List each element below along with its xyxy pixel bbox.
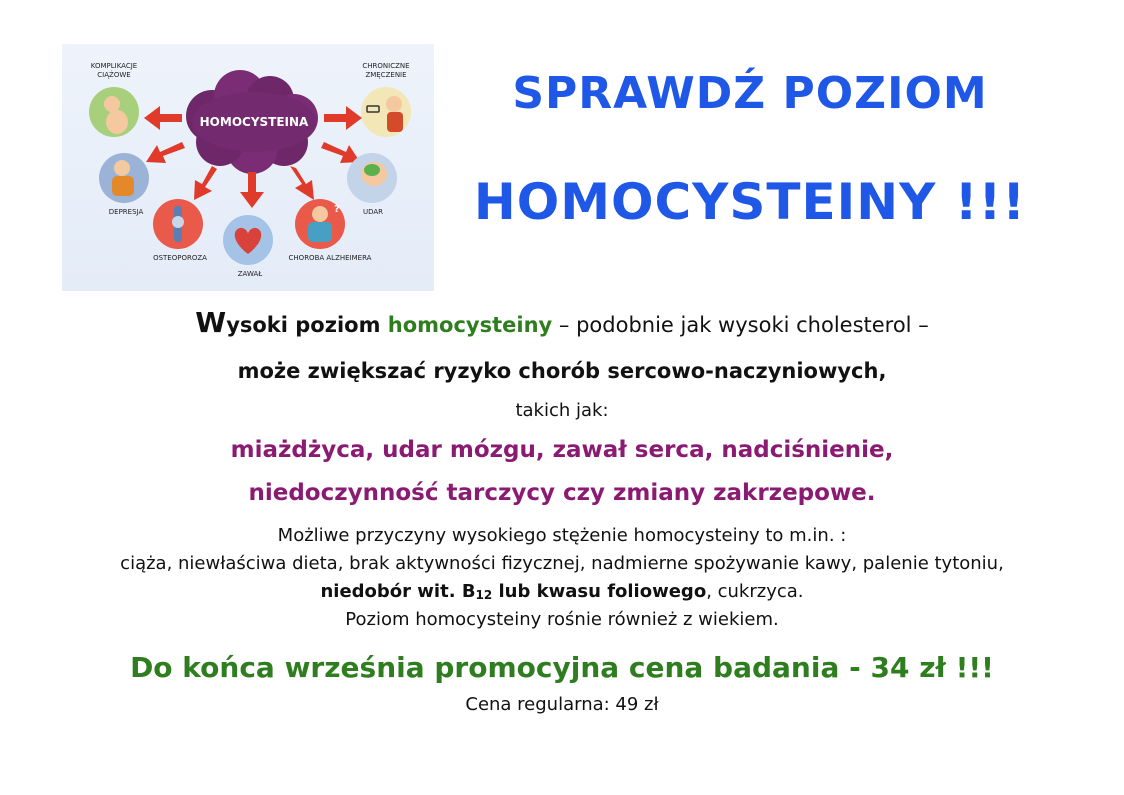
causes-line-4: Poziom homocysteiny rośnie również z wiekiem. xyxy=(345,609,779,630)
label-alzheimer: CHOROBA ALZHEIMERA xyxy=(288,254,372,262)
cloud-label: HOMOCYSTEINA xyxy=(199,115,309,129)
depression-icon xyxy=(99,153,149,203)
label-depresja: DEPRESJA xyxy=(108,208,144,216)
svg-text:?: ? xyxy=(334,204,340,215)
label-udar: UDAR xyxy=(362,208,384,216)
causes-line-2: ciąża, niewłaściwa dieta, brak aktywności fizycznej, nadmierne spożywanie kawy, palenie tytoniu, xyxy=(120,553,1004,574)
intro-line-2: może zwiększać ryzyko chorób sercowo-naczyniowych, xyxy=(237,359,887,383)
causes-line-1: Możliwe przyczyny wysokiego stężenie homocysteiny to m.in. : xyxy=(277,525,847,546)
label-zmeczenie-1: CHRONICZNE xyxy=(362,62,410,70)
arrow-right-icon xyxy=(324,106,362,130)
fatigue-icon xyxy=(361,87,411,137)
osteoporosis-icon xyxy=(153,199,203,249)
intro-initial: W xyxy=(195,306,227,339)
arrow-down-right-icon xyxy=(321,142,360,163)
alzheimer-icon xyxy=(295,199,345,249)
causes-rest: , cukrzyca. xyxy=(706,581,804,602)
arrow-down-icon xyxy=(240,172,264,208)
arrow-down-right2-icon xyxy=(290,166,314,200)
homocysteine-cloud xyxy=(186,70,318,174)
title-line-1: SPRAWDŹ POZIOM xyxy=(512,68,988,119)
label-zmeczenie-2: ZMĘCZENIE xyxy=(365,71,407,79)
arrow-down-left2-icon xyxy=(194,166,217,200)
stroke-brain-icon xyxy=(347,153,397,203)
intro-bold: ysoki poziom xyxy=(226,313,388,337)
regular-price: Cena regularna: 49 zł xyxy=(465,694,659,715)
intro-keyword: homocysteiny xyxy=(387,313,553,337)
causes-vitamin-sub: 12 xyxy=(475,588,493,602)
heart-attack-icon xyxy=(223,215,273,265)
arrow-left-icon xyxy=(144,106,182,130)
label-komplikacje-1: KOMPLIKACJE xyxy=(90,62,138,70)
pregnancy-icon xyxy=(89,87,139,137)
intro-rest: – podobnie jak wysoki cholesterol – xyxy=(552,313,929,337)
causes-line-3 xyxy=(0,581,1124,602)
promo-text: Do końca września promocyjna cena badania - 34 zł !!! xyxy=(130,651,994,684)
homocysteine-infographic xyxy=(62,44,434,291)
causes-folic: lub kwasu foliowego xyxy=(492,581,707,602)
label-osteoporoza: OSTEOPOROZA xyxy=(153,254,207,262)
causes-vitamin: niedobór wit. B xyxy=(320,581,476,602)
intro-line-1 xyxy=(0,306,1124,339)
diseases-line-1: miażdżyca, udar mózgu, zawał serca, nadciśnienie, xyxy=(230,437,894,463)
intro-line-3: takich jak: xyxy=(515,400,609,421)
label-zawal: ZAWAŁ xyxy=(237,270,263,278)
arrow-down-left-icon xyxy=(146,142,185,163)
diseases-line-2: niedoczynność tarczycy czy zmiany zakrzepowe. xyxy=(248,480,876,506)
label-komplikacje-2: CIĄŻOWE xyxy=(97,71,131,79)
title-line-2: HOMOCYSTEINY !!! xyxy=(473,173,1027,231)
